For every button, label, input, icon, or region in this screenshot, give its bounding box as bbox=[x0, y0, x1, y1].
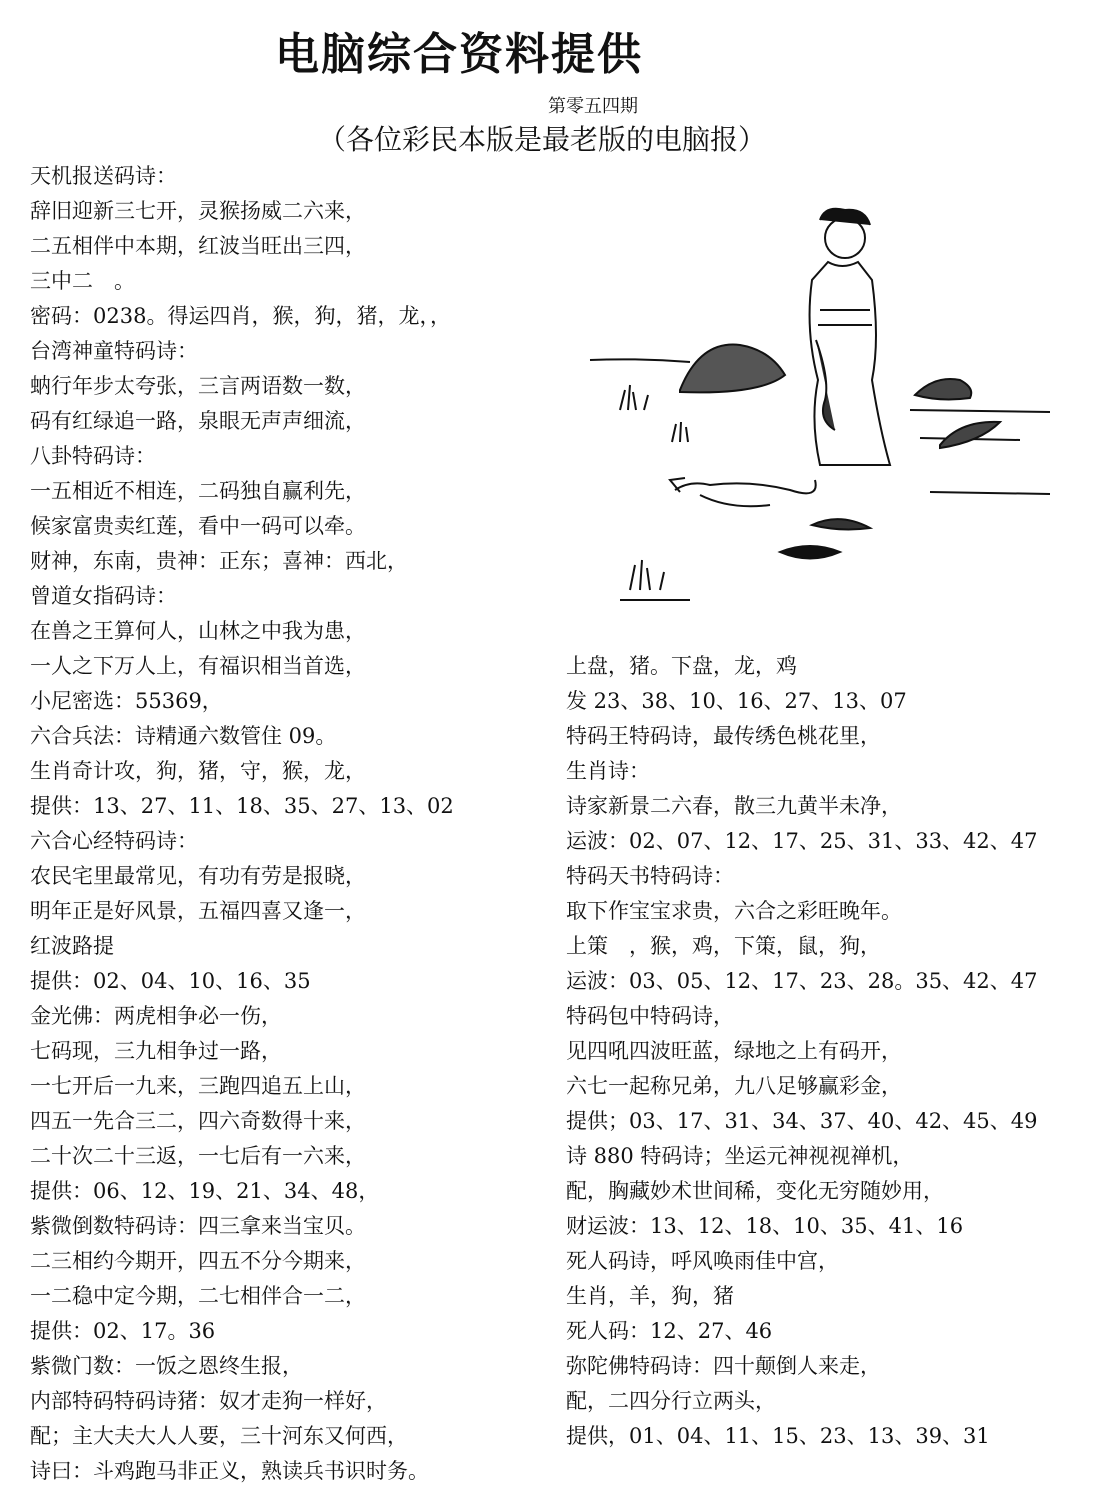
left-text-line: 明年正是好风景，五福四喜又逢一， bbox=[30, 899, 366, 923]
left-text-line: 台湾神童特码诗： bbox=[30, 339, 198, 363]
right-text-line: 生肖，羊，狗，猪 bbox=[566, 1284, 734, 1308]
left-text-line: 二五相伴中本期，红波当旺出三四， bbox=[30, 234, 366, 258]
left-text-line: 天机报送码诗： bbox=[30, 164, 177, 188]
left-text-line: 六合心经特码诗： bbox=[30, 829, 198, 853]
right-text-line: 发 23、38、10、16、27、13、07 bbox=[566, 689, 907, 713]
right-text-line: 死人码诗，呼风唤雨佳中宫， bbox=[566, 1249, 839, 1273]
woman-with-dog-illustration bbox=[580, 180, 1080, 630]
left-text-line: 八卦特码诗： bbox=[30, 444, 156, 468]
left-text-line: 紫微门数：一饭之恩终生报， bbox=[30, 1354, 303, 1378]
left-text-line: 蚋行年步太夸张，三言两语数一数， bbox=[30, 374, 366, 398]
left-text-line: 一人之下万人上，有福识相当首选， bbox=[30, 654, 366, 678]
left-text-line: 一二稳中定今期，二七相伴合一二， bbox=[30, 1284, 366, 1308]
right-text-line: 六七一起称兄弟，九八足够赢彩金， bbox=[566, 1074, 902, 1098]
left-text-line: 三中二 。 bbox=[30, 269, 135, 293]
left-text-line: 生肖奇计攻，狗，猪，守，猴，龙， bbox=[30, 759, 366, 783]
left-text-line: 提供：06、12、19、21、34、48， bbox=[30, 1179, 380, 1203]
left-text-line: 二三相约今期开，四五不分今期来， bbox=[30, 1249, 366, 1273]
right-text-line: 上策 ，猴，鸡，下策，鼠，狗， bbox=[566, 934, 881, 958]
right-text-line: 见四吼四波旺蓝，绿地之上有码开， bbox=[566, 1039, 902, 1063]
left-text-line: 四五一先合三二，四六奇数得十来， bbox=[30, 1109, 366, 1133]
left-text-line: 红波路提 bbox=[30, 934, 114, 958]
right-text-line: 特码王特码诗，最传绣色桃花里， bbox=[566, 724, 881, 748]
left-text-line: 六合兵法：诗精通六数管住 09。 bbox=[30, 724, 337, 748]
left-text-line: 财神，东南，贵神：正东；喜神：西北， bbox=[30, 549, 408, 573]
left-text-line: 一五相近不相连，二码独自赢利先， bbox=[30, 479, 366, 503]
left-text-line: 提供：13、27、11、18、35、27、13、02 bbox=[30, 794, 454, 818]
left-text-line: 曾道女指码诗： bbox=[30, 584, 177, 608]
left-text-line: 金光佛：两虎相争必一伤， bbox=[30, 1004, 282, 1028]
right-text-line: 特码包中特码诗， bbox=[566, 1004, 734, 1028]
right-text-line: 运波：03、05、12、17、23、28。35、42、47 bbox=[566, 969, 1038, 993]
left-text-line: 农民宅里最常见，有功有劳是报晓， bbox=[30, 864, 366, 888]
right-text-line: 提供；03、17、31、34、37、40、42、45、49 bbox=[566, 1109, 1038, 1133]
left-text-line: 小尼密选：55369， bbox=[30, 689, 223, 713]
left-text-line: 七码现，三九相争过一路， bbox=[30, 1039, 282, 1063]
left-text-line: 提供：02、04、10、16、35 bbox=[30, 969, 311, 993]
left-text-line: 配；主大夫大人人要，三十河东又何西， bbox=[30, 1424, 408, 1448]
left-text-line: 提供：02、17。36 bbox=[30, 1319, 216, 1343]
page-title: 电脑综合资料提供 bbox=[275, 29, 643, 80]
left-text-line: 诗曰：斗鸡跑马非正义，熟读兵书识时务。 bbox=[30, 1459, 429, 1483]
left-text-line: 在兽之王算何人，山林之中我为患， bbox=[30, 619, 366, 643]
left-text-line: 紫微倒数特码诗：四三拿来当宝贝。 bbox=[30, 1214, 366, 1238]
left-text-line: 候家富贵卖红莲，看中一码可以牵。 bbox=[30, 514, 366, 538]
page-subtitle: （各位彩民本版是最老版的电脑报） bbox=[318, 123, 767, 156]
right-text-line: 运波：02、07、12、17、25、31、33、42、47 bbox=[566, 829, 1038, 853]
right-text-line: 提供，01、04、11、15、23、13、39、31 bbox=[566, 1424, 990, 1448]
left-text-line: 二十次二十三返，一七后有一六来， bbox=[30, 1144, 366, 1168]
right-text-line: 诗 880 特码诗；坐运元神视视禅机， bbox=[566, 1144, 914, 1168]
right-text-line: 财运波：13、12、18、10、35、41、16 bbox=[566, 1214, 964, 1238]
left-text-line: 一七开后一九来，三跑四追五上山， bbox=[30, 1074, 366, 1098]
left-text-line: 辞旧迎新三七开，灵猴扬威二六来， bbox=[30, 199, 366, 223]
left-text-line: 密码：0238。得运四肖，猴，狗，猪，龙，， bbox=[30, 304, 451, 328]
issue-number: 第零五四期 bbox=[548, 96, 638, 117]
right-text-line: 死人码：12、27、46 bbox=[566, 1319, 773, 1343]
right-text-line: 弥陀佛特码诗：四十颠倒人来走， bbox=[566, 1354, 881, 1378]
right-text-line: 上盘，猪。下盘，龙，鸡 bbox=[566, 654, 797, 678]
right-text-line: 配，二四分行立两头， bbox=[566, 1389, 776, 1413]
right-text-line: 生肖诗： bbox=[566, 759, 650, 783]
right-text-line: 诗家新景二六春，散三九黄半未净， bbox=[566, 794, 902, 818]
right-text-line: 取下作宝宝求贵，六合之彩旺晚年。 bbox=[566, 899, 902, 923]
left-text-line: 内部特码特码诗猪：奴才走狗一样好， bbox=[30, 1389, 387, 1413]
right-text-line: 配，胸藏妙术世间稀，变化无穷随妙用， bbox=[566, 1179, 944, 1203]
right-text-line: 特码天书特码诗： bbox=[566, 864, 734, 888]
left-text-line: 码有红绿追一路，泉眼无声声细流， bbox=[30, 409, 366, 433]
